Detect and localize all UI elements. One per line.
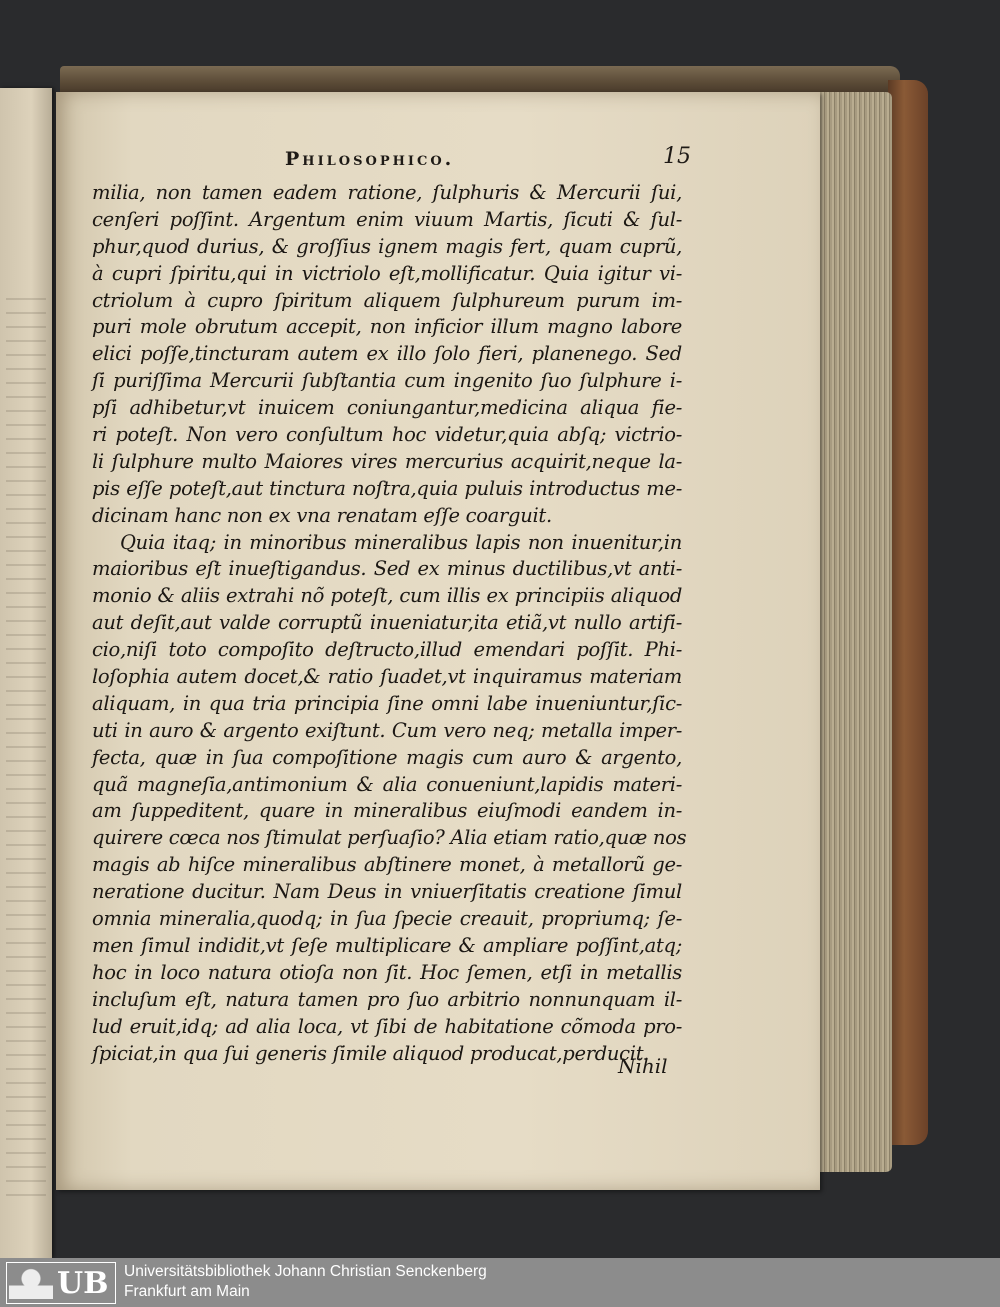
text-line: à cupri ſpiritu,qui in victriolo eſt,mollificatur. Quia igitur vi-	[92, 261, 682, 285]
text-line: loſophia autem docet,& ratio ſuadet,vt inquiramus materiam	[92, 665, 682, 689]
text-line: aliquam, in qua tria principia ſine omni labe inueniuntur,ſic-	[92, 691, 682, 715]
text-line: puri mole obrutum accepit, non inficior illum magno labore	[92, 315, 682, 339]
text-line: pis eſſe poteſt,aut tinctura noſtra,quia puluis introductus me-	[92, 476, 682, 500]
text-line: quirere cœca nos ſtimulat perſuaſio? Alia etiam ratio,quæ nos	[92, 826, 687, 850]
text-line: milia, non tamen eadem ratione, ſulphuris & Mercurii ſui,	[92, 181, 682, 204]
text-line: ſi puriſſima Mercurii ſubſtantia cum ingenito ſuo ſulphure i-	[92, 369, 682, 393]
text-line: lud eruit,idq; ad alia loca, vt ſibi de habitatione cõmoda pro-	[92, 1014, 682, 1038]
text-line: Quia itaq; in minoribus mineralibus lapis non inuenitur,in	[120, 530, 682, 554]
text-line: monio & aliis extrahi nõ poteſt, cum illis ex principiis aliquod	[92, 584, 682, 608]
page-number: 15	[663, 144, 691, 169]
text-line: phur,quod durius, & groſſius ignem magis fert, quam cuprũ,	[92, 234, 682, 258]
body-text	[92, 180, 687, 1067]
text-line: uti in auro & argento exiſtunt. Cum vero neq; metalla imper-	[92, 718, 682, 742]
text-line: hoc in loco natura otioſa non ſit. Hoc ſemen, etſi in metallis	[92, 960, 682, 984]
text-line: quã magneſia,antimonium & alia conueniunt,lapidis materi-	[92, 772, 682, 796]
text-line: aut deſit,aut valde corruptũ inueniatur,ita etiã,vt nullo artifi-	[92, 611, 682, 635]
text-line: neratione ducitur. Nam Deus in vniuerſitatis creatione ſimul	[92, 880, 682, 904]
text-line: li ſulphure multo Maiores vires mercurius acquirit,neque la-	[92, 449, 682, 473]
logo-text: UB	[57, 1266, 109, 1301]
text-line: am ſuppeditent, quare in mineralibus eiuſmodi eandem in-	[92, 799, 682, 823]
text-line: ctriolum à cupro ſpiritum aliquem ſulphureum purum im-	[92, 288, 682, 312]
portrait-icon	[9, 1265, 53, 1299]
running-head: Philosophico.	[285, 148, 455, 170]
footer-bar	[0, 1258, 1000, 1307]
institution-city: Frankfurt am Main	[124, 1283, 250, 1300]
facing-page-text-shadow	[6, 298, 46, 1198]
book-cover-edge	[888, 80, 928, 1145]
text-line: dicinam hanc non ex vna renatam eſſe coarguit.	[92, 503, 552, 527]
library-logo	[6, 1262, 116, 1304]
institution-name: Universitätsbibliothek Johann Christian Senckenberg	[124, 1263, 487, 1280]
text-line: ri poteſt. Non vero conſultum hoc videtur,quia abſq; victrio-	[92, 423, 682, 447]
text-line: incluſum eſt, natura tamen pro ſuo arbitrio nonnunquam il-	[92, 987, 682, 1011]
text-line: elici poſſe,tincturam autem ex illo ſolo fieri, planenego. Sed	[92, 342, 682, 366]
text-line: fecta, quæ in ſua compoſitione magis cum auro & argento,	[92, 745, 682, 769]
text-line: cenſeri poſſint. Argentum enim viuum Martis, ſicuti & ſul-	[92, 207, 682, 231]
text-line: magis ab hiſce mineralibus abſtinere monet, à metallorũ ge-	[92, 853, 682, 877]
page-block-edge	[812, 92, 892, 1172]
text-line: ſpiciat,in qua ſui generis ſimile aliquod producat,perducit.	[92, 1041, 650, 1065]
text-line: omnia mineralia,quodq; in ſua ſpecie creauit, propriumq; ſe-	[92, 907, 682, 931]
text-line: maioribus eſt inueſtigandus. Sed ex minus ductilibus,vt anti-	[92, 557, 682, 581]
catchword: Nihil	[618, 1054, 668, 1078]
facing-page-edge	[0, 88, 52, 1258]
text-line: pſi adhibetur,vt inuicem coniungantur,medicina aliqua fie-	[92, 396, 682, 420]
text-line: men ſimul indidit,vt ſeſe multiplicare & ampliare poſſint,atq;	[92, 933, 682, 957]
text-line: cio,niſi toto compoſito deſtructo,illud emendari poſſit. Phi-	[92, 638, 682, 662]
